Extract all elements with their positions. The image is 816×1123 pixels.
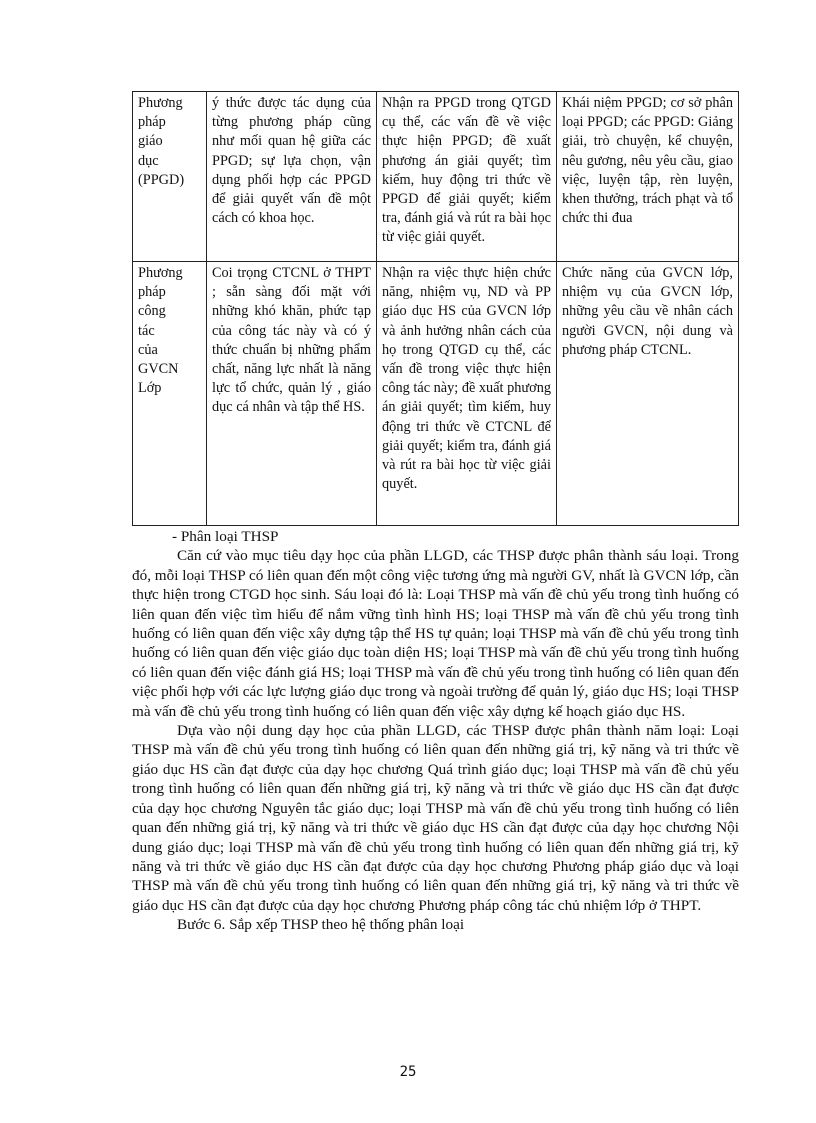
table-cell-knowledge: [557, 92, 739, 262]
table-cell-skills: [377, 262, 557, 526]
paragraph: Dựa vào nội dung dạy học của phần LLGD, các THSP được phân thành năm loại: Loại THSP mà vấn đề chủ yếu trong tình huống có liên quan đến những giá trị, kỹ năng và tri thức về giáo dục HS cần đạt được của dạy học chương Quá trình giáo dục; loại THSP mà vấn đề chủ yếu trong tình huống có liên quan đến những giá trị, kỹ năng và tri thức về giáo dục HS cần đạt được của dạy học chương Nguyên tắc giáo dục; loại THSP mà vấn đề chủ yếu trong tình huống có liên quan đến những giá trị, kỹ năng và tri thức về giáo dục HS cần đạt được của dạy học chương Nội dung giáo dục; loại THSP mà vấn đề chủ yếu trong tình huống có liên quan đến những giá trị, kỹ năng và tri thức về giáo dục HS cần đạt được của dạy học chương Phương pháp giáo dục và loại THSP mà vấn đề chủ yếu trong tình huống có liên quan đến những giá trị, kỹ năng và tri thức về giáo dục HS cần đạt được của dạy học chương Phương pháp công tác chủ nhiệm lớp ở THPT.: [132, 722, 739, 914]
page-number: 25: [399, 1064, 417, 1080]
table-cell-attitude: [207, 262, 377, 526]
paragraph: Căn cứ vào mục tiêu dạy học của phần LLGD, các THSP được phân thành sáu loại. Trong đó, mỗi loại THSP có liên quan đến một công việc tương ứng mà người GV, nhất là GVCN lớp, cần thực hiện trong CTGD học sinh. Sáu loại đó là: Loại THSP mà vấn đề chủ yếu trong tình huống có liên quan đến việc tìm hiểu để nắm vững tình hình HS; loại THSP mà vấn đề chủ yếu trong tình huống có liên quan đến việc xây dựng tập thể HS tự quản; loại THSP mà vấn đề chủ yếu trong tình huống có liên quan đến việc giáo dục toàn diện HS; loại THSP mà vấn đề chủ yếu trong tình huống có liên quan đến việc đánh giá HS; loại THSP mà vấn đề chủ yếu trong tình huống có liên quan đến việc phối hợp với các lực lượng giáo dục trong và ngoài trường để quản lý, giáo dục HS; loại THSP mà vấn đề chủ yếu trong tình huống có liên quan đến việc xây dựng kế hoạch giáo dục HS.: [132, 547, 739, 720]
cell-text: Phương pháp công tác của GVCN Lớp: [138, 265, 183, 397]
cell-text: Nhận ra việc thực hiện chức năng, nhiệm vụ, ND và PP giáo dục HS của GVCN lớp và ảnh hưởng nhân cách của họ trong QTGD cụ thể, các vấn đề trong việc thực hiện công tác này; đề xuất phương án giải quyết; tìm kiếm, huy động tri thức về CTCNL để giải quyết; kiểm tra, đánh giá và rút ra bài học từ việc giải quyết.: [382, 265, 551, 493]
table-row: [133, 92, 739, 262]
cell-text: Chức năng của GVCN lớp, nhiệm vụ của GVCN lớp, những yêu cầu về nhân cách người GVCN, nội dung và phương pháp CTCNL.: [562, 265, 733, 358]
cell-text: Coi trọng CTCNL ở THPT ; sẵn sàng đối mặt với những khó khăn, phức tạp của công tác này và có ý thức chuẩn bị những phẩm chất, năng lực nhất là năng lực tổ chức, quản lý , giáo dục cá nhân và tập thể HS.: [212, 265, 371, 416]
table-cell-knowledge: [557, 262, 739, 526]
table-cell-attitude: [207, 92, 377, 262]
step-heading: Bước 6. Sắp xếp THSP theo hệ thống phân loại: [177, 916, 465, 934]
cell-text: ý thức được tác dụng của từng phương pháp cũng như mối quan hệ giữa các PPGD; sự lựa chọn, vận dụng phối hợp các PPGD để giải quyết vấn đề một cách có khoa học.: [212, 95, 371, 227]
content-table: [132, 91, 739, 526]
table-cell-skills: [377, 92, 557, 262]
section-heading: - Phân loại THSP: [172, 528, 279, 545]
table-cell-topic: [133, 92, 207, 262]
table-cell-topic: [133, 262, 207, 526]
cell-text: Khái niệm PPGD; cơ sở phân loại PPGD; các PPGD: Giảng giải, trò chuyện, kể chuyện, nêu gương, nêu yêu cầu, giao việc, luyện tập, rèn luyện, khen thưởng, trách phạt và tổ chức thi đua: [562, 95, 733, 227]
body-text: [132, 527, 739, 935]
cell-text: Phương pháp giáo dục (PPGD): [138, 95, 185, 188]
cell-text: Nhận ra PPGD trong QTGD cụ thể, các vấn đề về việc thực hiện PPGD; đề xuất phương án giải quyết; tìm kiếm, huy động tri thức về PPGD để giải quyết; kiểm tra, đánh giá và rút ra bài học từ việc giải quyết.: [382, 95, 551, 246]
table-row: [133, 262, 739, 526]
